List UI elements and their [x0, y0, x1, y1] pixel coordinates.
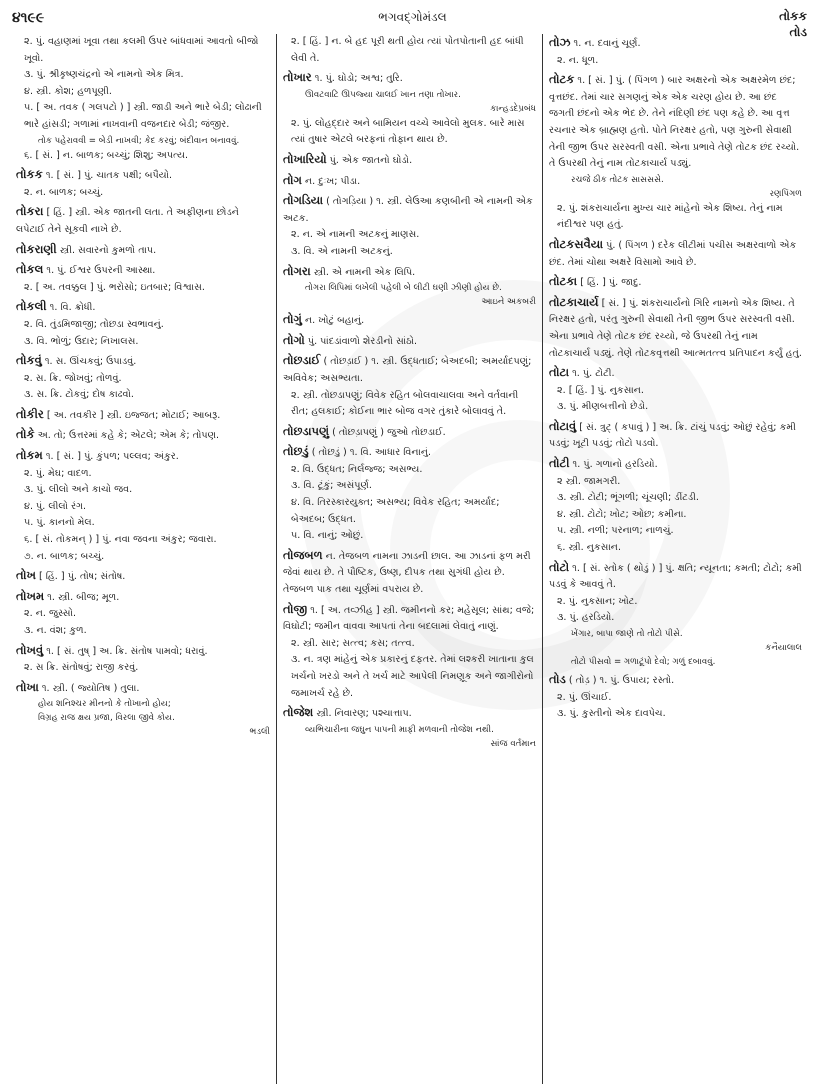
definition-text: ૧. [ અ. તવ્ઝીહ ] સ્ત્રી. જમીનનો કર; મહેસૂલ; સાંથ; વજે; વિઘોટી; જમીન વાવવા આપતાં તેના બદલામાં લેવાતું નાણું.	[283, 604, 535, 633]
headword: તોખમ	[16, 588, 45, 603]
headword: તોકમ	[16, 448, 43, 463]
definition-text: ૧. પું. ટોટી.	[572, 368, 615, 380]
dictionary-entry	[16, 241, 270, 260]
entry-definition	[283, 352, 536, 387]
definition-text: સ્ત્રી. નિવારણ; પશ્ચાત્તાપ.	[316, 708, 412, 720]
headword: તોગ	[283, 172, 302, 187]
sense-line: ૬. [ સં. તોકમન્ ) ] પું. નવા જવના અંકુર; જવારા.	[24, 534, 217, 546]
sense-line: ૨. સ. ક્રિ. જોખવું; તોળવું.	[24, 372, 122, 384]
sense-line: ૨. પું. ઊંચાઈ.	[557, 691, 612, 703]
dictionary-entry	[283, 263, 536, 310]
dictionary-entry	[16, 426, 270, 445]
entry-definition	[283, 332, 536, 351]
headword: તોજબળ	[283, 547, 323, 562]
dictionary-entry	[283, 332, 536, 351]
quotation-source: કનૈયાલાલ	[765, 643, 802, 653]
headword: તોકલી	[16, 299, 47, 314]
definition-text: [ અ. તવકીર ] સ્ત્રી. ઇજ્જત; મોટાઈ; આબરૂ.	[46, 409, 221, 421]
quotation-source: કાન્હડદેપ્રબંધ	[490, 103, 536, 114]
headword: તોછડાપણું	[283, 423, 330, 438]
headword: તોગડિયા	[283, 193, 324, 208]
sense-line: ૨. સ ક્રિ. સંતોષવું; રાજી કરવું.	[24, 662, 139, 674]
entry-definition	[16, 166, 270, 185]
headword: તોટા	[549, 365, 570, 380]
definition-text: ૧. પું. ઘોડો; અશ્વ; તુરિ.	[314, 73, 403, 85]
headword: તોઝ	[549, 35, 571, 49]
headword: તોખાર	[283, 70, 312, 85]
dictionary-entry	[283, 311, 536, 330]
quotation-source: આઇને અકબરી	[481, 297, 536, 308]
sense-line: ૨. પું. વહાણમાં ખૂવા તથા કલમી ઉપર બાંધવામાં આવતો બીજો ખૂવો.	[24, 36, 259, 64]
definition-text: [ સં. ] પું. શંકરાચાર્યનો ગિરિ નામનો એક શિષ્ય. તે નિરક્ષર હતો, પરંતુ ગુરુની સેવાથી તેની જીભ ઉપર સરસ્વતી વસી. એના પ્રભાવે તેણે તોટક છંદ રચ્યો, જે ઉપરથી તેનું નામ તોટકાચાર્ય પડ્યું. તેણે તોટકવૃત્તથી આત્મતત્ત્વ પ્રતિપાદન કર્યું હતું.	[549, 297, 802, 359]
entry-definition	[16, 447, 270, 466]
guide-word-first: તોકક	[779, 9, 807, 23]
quotation: રચજે ઠીક તોટક સાસસસે.	[571, 174, 664, 185]
entry-definition	[549, 418, 802, 453]
entry-definition	[16, 406, 270, 425]
quotation-source: સાંજ વર્તમાન	[490, 738, 536, 749]
sense-line: ૫. [ અ. તવક ( ગલપટો ) ] સ્ત્રી. જાડી અને ભારે બેડી; લોઢાની ભારે હાંસડી; ગળામાં નાખવાની વજનદાર બેડી; જંજીર.	[24, 102, 262, 130]
entry-definition	[283, 704, 536, 723]
dictionary-entry	[283, 601, 536, 703]
definition-text: અ. તો; ઉત્તરમાં કહે કે; એટલે; એમ કે; તોપણ.	[37, 430, 220, 442]
definition-text: ૧. પું. ઈશ્વર ઉપરની આસ્થા.	[46, 265, 156, 277]
sense-line: ૨. પું. લોહદ્દાર અને બામિયન વચ્ચે આવેલો મુલક. બારે માસ ત્યાં તુષાર એટલે બરફનાં તોફાન થાય છે.	[291, 117, 525, 146]
sense-line: ૨ સ્ત્રી. જામગરી.	[557, 475, 621, 487]
definition-text: ૧. ન. દવાનું ચૂર્ણ.	[573, 38, 641, 49]
entry-definition	[16, 588, 270, 607]
sense-line: ૨. [ હિં. ] પું. નુકસાન.	[557, 384, 644, 396]
sense-line: ૩. ન. વંશ; કુળ.	[24, 625, 87, 636]
definition-text: ન. દુઃખ; પીડા.	[304, 175, 361, 187]
headword: તોગું	[283, 312, 302, 327]
definition-text: [ હિં. ] પું. તોષ; સંતોષ.	[39, 571, 126, 583]
dictionary-entry	[283, 151, 536, 170]
sense-line: ૫. સ્ત્રી. નળી; પરનાળ; નાળચું.	[557, 525, 674, 537]
entry-definition	[549, 34, 802, 53]
dictionary-entry	[549, 34, 802, 69]
entry-definition	[16, 426, 270, 445]
dictionary-entry	[549, 273, 802, 292]
entry-definition	[283, 443, 536, 462]
definition-text: સ્ત્રી. એ નામની એક લિપિ.	[313, 266, 416, 278]
entry-definition	[16, 241, 270, 260]
entry-definition	[283, 263, 536, 282]
definition-text: પું. ( પિંગળ ) દરેક લીટીમાં પચીસ અક્ષરવાળો એક છંદ. તેમાં ચોથા અક્ષરે વિસામો આવે છે.	[549, 239, 797, 268]
sense-line: ૫. વિ. નાનું; ઓછું.	[291, 530, 364, 542]
entry-definition	[549, 273, 802, 292]
dictionary-entry	[549, 418, 802, 453]
entry-definition	[283, 192, 536, 227]
entry-definition	[16, 298, 270, 317]
sense-line: ૨. વિ. ઉદ્ધત; નિર્લજ્જ; અસભ્ય.	[291, 463, 423, 475]
definition-text: ( તોડ઼ ) ૧. પું. ઉપાય; રસ્તો.	[568, 675, 675, 686]
definition-text: ન. ખોટું બહાનું.	[304, 315, 365, 327]
definition-text: ( તોછડ઼ાઈ ) ૧. સ્ત્રી. ઉદ્ધતાઈ; બેઅદબી; અમર્યાદપણું; અવિવેક; અસભ્યતા.	[283, 356, 532, 384]
headword: તોકીર	[16, 406, 44, 421]
dictionary-entry	[16, 298, 270, 350]
entry-definition	[16, 203, 270, 238]
definition-text: ૧. [ સં. સ્તોક ( થોડું ) ] પું. ક્ષતિ; ન્યૂનતા; કમતી; ટોટો; કમી પડવું કે આવવું તે.	[549, 562, 802, 591]
entry-definition	[549, 236, 802, 271]
dictionary-entry	[283, 69, 536, 149]
headword: તોખારિયો	[283, 151, 327, 166]
sense-line: ૩. પું. લીલો અને કાચો જવ.	[24, 484, 133, 496]
sense-line: ૪. સ્ત્રી. કોશ; હળપૂણી.	[24, 85, 112, 97]
dictionary-entry	[16, 447, 270, 565]
dictionary-entry	[283, 34, 536, 67]
entry-definition	[549, 671, 802, 690]
entry-definition	[283, 311, 536, 330]
sense-line: ૨. પું. મેઘ; વાદળ.	[24, 467, 92, 479]
headword: તોટાવું	[549, 418, 577, 433]
sense-line: ૩. વિ. એ નામની અટકનું.	[291, 245, 393, 257]
dictionary-entry	[16, 34, 270, 164]
headword: તોકરાણી	[16, 241, 57, 256]
definition-text: ૧. સ્ત્રી. ( જ્યોતિષ ) તુલા.	[41, 682, 140, 694]
entry-definition	[283, 601, 536, 636]
quotation: ઊવટવાટિ ઊપજ્યા ચાલઈ ખાન તણા તોખાર.	[305, 89, 461, 100]
definition-text: ૧. [ સં. ] પું. કુંપળ; પલ્લવ; અંકુર.	[45, 451, 179, 463]
entry-definition	[283, 423, 536, 442]
definition-text: પું. પાંદડાંવાળો શેરડીનો સાંઠો.	[307, 335, 418, 347]
definition-text: ( તોછડ઼ાપણું ) જુઓ તોછડાઈ.	[332, 426, 446, 438]
dictionary-entry	[549, 455, 802, 557]
entry-definition	[16, 567, 270, 586]
quotation: તોટો પીસવો = ગળાટૂંપો દેવો; ગળું દબાવવું.	[571, 657, 716, 667]
headword: તોડ	[549, 672, 566, 686]
headword: તોકલ	[16, 262, 44, 277]
dictionary-entry	[16, 679, 270, 740]
headword: તોકવું	[16, 353, 42, 368]
quotation-source: રણપિંગળ	[769, 188, 802, 199]
column-left	[10, 34, 276, 1084]
headword: તોગરા	[283, 263, 311, 278]
headword: તોટો	[549, 559, 570, 574]
sense-line: ૨. પું. શંકરાચાર્યના મુખ્ય ચાર માંહેનો એક શિષ્ય. તેનું નામ નંદીશ્વર પણ હતું.	[557, 202, 783, 231]
dictionary-entry	[283, 443, 536, 545]
dictionary-entry	[16, 642, 270, 677]
definition-text: ૧. [ સં. ] પું. ( પિંગળ ) બાર અક્ષરનો એક અક્ષરમેળ છંદ; વૃત્તછંદ. તેમાં ચાર સગણનું એક એક ચરણ હોય છે. આ છંદ જગતી છંદનો એક ભેદ છે. તેને નંદિણી છંદ પણ કહે છે. આ વૃત્ત રચનાર એક બ્રાહ્મણ હતો. પોતે નિરક્ષર હતો, પણ ગુરુની સેવાથી તેની જીભ ઉપર સરસ્વતી વસી. એના પ્રભાવે તેણે તોટક છંદ રચ્યો. તે ઉપરથી તેનું નામ તોટકાચાર્ય પડ્યું.	[549, 75, 800, 170]
sense-line: ૨. ન. ધૂળ.	[557, 54, 599, 66]
sense-line: ૩. પું. કુસ્તીનો એક દાવપેચ.	[557, 708, 666, 720]
definition-text: ( તોગડ઼િયા ) ૧. સ્ત્રી. લેઉઆ કણબીની એ નામની એક અટક.	[283, 196, 533, 224]
quotation-source: ભડલી	[249, 727, 270, 738]
headword: તોટક	[549, 72, 575, 87]
entry-definition	[16, 679, 270, 698]
sense-line: ૨. ન. એ નામની અટકનું માણસ.	[291, 229, 420, 241]
entry-definition	[283, 69, 536, 88]
sense-line: ૩. સ્ત્રી. ટોટી; ભૂંગળી; ચૂંચણી; ડીંટડી.	[557, 492, 699, 504]
dictionary-columns	[10, 34, 818, 1084]
dictionary-entry	[16, 406, 270, 425]
sense-line: ૨. [ હિં. ] ન. બે હદ પૂરી થતી હોય ત્યાં પોતપોતાની હદ બાંધી લેવી તે.	[291, 36, 524, 64]
quotation: વ્યભિચારીના જઘુન પાપની માફી મળવાની તોજેશ નથી.	[305, 724, 494, 735]
dictionary-entry	[549, 236, 802, 271]
dictionary-entry	[549, 364, 802, 416]
dictionary-entry	[283, 704, 536, 751]
sense-line: ૩. વિ. ટૂંકું; અસંપૂર્ણ.	[291, 480, 372, 492]
sense-line: ૨. સ્ત્રી. સાર; સત્ત્વ; કસ; તત્ત્વ.	[291, 637, 415, 649]
definition-text: ૧. [ સં. ] પું. ચાતક પક્ષી; બપૈયો.	[45, 170, 173, 182]
sense-line: ૩. ન. ત્રણ માંહેનું એક પ્રકારનું દફતર. તેમાં લશ્કરી ખાતાના કુલ ખર્ચનો ખરડો અને તે ખર્ચ માટે આપેલી નિમણૂક અને જાગીરોનો જમાખર્ચ રહે છે.	[291, 654, 534, 699]
sense-line: ૩. પું. હરડિયો.	[557, 612, 615, 624]
definition-text: [ હિં. ] પું. જાદુ.	[580, 277, 642, 289]
column-right	[542, 34, 808, 1084]
sense-line: ૪. સ્ત્રી. ટોટો; ખોટ; ઓછ; કમીના.	[557, 508, 687, 520]
running-title: ભગવદ્ગોમંડલ	[378, 10, 447, 24]
quotation: ખેંગાર, બાપા જાણે તો તોટો પીસે.	[571, 629, 683, 639]
sense-line: ૨. સ્ત્રી. તોછડાપણું; વિવેક રહિત બોલવાચાલવા અને વર્તવાની રીત; હલકાઈ; કોઈના ભાર બોજ વગર તુંકારે બોલાવવું તે.	[291, 389, 519, 418]
sense-line: ૬. [ સં. ] ન. બાળક; બચ્ચું; શિશુ; અપત્ય.	[24, 149, 189, 161]
definition-text: ૧. વિ. ક્રોધી.	[49, 302, 96, 314]
dictionary-entry	[16, 567, 270, 586]
dictionary-entry	[549, 559, 802, 669]
sense-line: ૩. સ. ક્રિ. ટોકવું; દોષ કાઢવો.	[24, 389, 134, 401]
definition-text: પું. એક જાતનો ઘોડો.	[329, 154, 413, 166]
dictionary-entry	[16, 261, 270, 296]
headword: તોટકસવૈયા	[549, 236, 604, 251]
sense-line: ૩. પું. શ્રીકૃષ્ણચંદ્રનો એ નામનો એક મિત્ર.	[24, 69, 184, 81]
quotation: હોય શનિશ્ચર મીનનો કે તોખાનો હોય;	[38, 699, 171, 710]
dictionary-entry	[283, 172, 536, 191]
headword: તોટી	[549, 456, 570, 471]
dictionary-entry	[283, 352, 536, 420]
quotation: વિગ્રહ રાજ ક્ષય પ્રજા, વિરલા જીવે કોય.	[38, 713, 175, 724]
headword: તોકક	[16, 167, 43, 182]
sense-line: ૭. ન. બાળક; બચ્ચું.	[24, 550, 105, 562]
headword: તોખ	[16, 568, 36, 583]
definition-text: ૧. સ. ઊંચકવું; ઉપાડવું.	[44, 356, 137, 368]
entry-definition	[283, 547, 536, 599]
dictionary-entry	[16, 203, 270, 238]
guide-word-last: તોડ	[789, 25, 807, 39]
entry-definition	[283, 151, 536, 170]
headword: તોટકાચાર્ય	[549, 294, 599, 309]
entry-definition	[549, 559, 802, 594]
headword: તોકે	[16, 427, 35, 442]
entry-definition	[16, 642, 270, 661]
headword: તોજી	[283, 601, 308, 616]
definition-text: ૧. [ સં. તુષ્ ] અ. ક્રિ. સંતોષ પામવો; ધરાવું.	[46, 645, 208, 657]
definition-text: ૧. પું. ગળાનો હરડિયો.	[572, 459, 658, 471]
sense-line: ૨. પું. નુકસાન; ખોટ.	[557, 595, 638, 607]
dictionary-entry	[16, 588, 270, 640]
entry-definition	[16, 261, 270, 280]
definition-text: [ સં. ત્રુટ્ ( કપાવું ) ] અ. ક્રિ. ટાંચું પડવું; ઓછું રહેવું; કમી પડવું; ખૂટી પડવું; તોટો પડવો.	[549, 421, 796, 450]
headword: તોખવું	[16, 642, 44, 657]
sense-line: ૪. વિ. તિરસ્કારયુક્ત; અસભ્ય; વિવેક રહિત; અમર્યાદ; બેઅદબ; ઉદ્ધત.	[291, 497, 500, 525]
sense-line: ૨. ન. બાળક; બચ્ચું.	[24, 186, 104, 198]
entry-definition	[549, 455, 802, 474]
definition-text: સ્ત્રી. સવારનો કુમળો તાપ.	[59, 244, 157, 256]
entry-definition	[549, 294, 802, 362]
entry-definition	[283, 172, 536, 191]
headword: તોગો	[283, 332, 305, 347]
dictionary-entry	[549, 671, 802, 723]
definition-text: [ હિં. ] સ્ત્રી. એક જાતની લતા. તે અફીણના છોડને લપેટાઈ તેને સૂકવી નાખે છે.	[16, 207, 239, 235]
headword: તોટકા	[549, 274, 578, 289]
dictionary-entry	[549, 71, 802, 234]
headword: તોકરા	[16, 204, 44, 219]
sense-line: ૨. વિ. તુંડમિજાજી; તોછડા સ્વભાવનું.	[24, 318, 164, 330]
definition-text: ન. તેજબળ નામના ઝાડની છાલ. આ ઝાડનાં ફળ મરી જેવાં થાય છે. તે પૌષ્ટિક, ઉષ્ણ, દીપક તથા સુગંધી હોય છે. તેજબળ પાક તથા ચૂર્ણમાં વપરાય છે.	[283, 550, 531, 596]
definition-text: ( તોછડ઼ું ) ૧. વિ. આધાર વિનાનું.	[311, 447, 432, 459]
entry-definition	[549, 364, 802, 383]
sense-line: ૨. ન. જુસ્સો.	[24, 608, 77, 620]
sense-line: ૪. પું. લીલો રંગ.	[24, 500, 87, 512]
dictionary-entry	[549, 294, 802, 362]
headword: તોછડાઈ	[283, 353, 321, 368]
dictionary-entry	[283, 547, 536, 599]
definition-text: ૧. સ્ત્રી. બીજ; મૂળ.	[47, 591, 120, 603]
sense-line: ૨. [ અ. તવક્કુલ ] પું. ભરોસો; ઇતબાર; વિશ્વાસ.	[24, 281, 205, 293]
sense-line: ૬. સ્ત્રી. નુકસાન.	[557, 542, 622, 554]
quotation: તોગરા લિપિમાં લખેલી પહેલી બે લીટી ઘણી ઝીણી હોય છે.	[305, 283, 502, 294]
dictionary-entry	[283, 192, 536, 260]
headword: તોજેશ	[283, 705, 314, 720]
column-middle	[276, 34, 542, 1084]
headword: તોછડું	[283, 444, 309, 459]
entry-definition	[16, 352, 270, 371]
dictionary-entry	[283, 423, 536, 442]
entry-definition	[549, 71, 802, 173]
sense-line: ૫. પું. કાનનો મેલ.	[24, 517, 95, 529]
headword: તોખા	[16, 679, 39, 694]
sense-line: ૩. પું. મીણબત્તીનો છેડો.	[557, 401, 649, 413]
page-number: ૪૧૯૯	[12, 10, 45, 26]
dictionary-entry	[16, 352, 270, 404]
quotation: તોક પહેરાવવી = બેડી નાખવી; કેદ કરવું; બંદીવાન બનાવવું.	[38, 135, 240, 146]
sense-line: ૩. વિ. ભોળું; ઉદાર; નિખાલસ.	[24, 335, 139, 347]
dictionary-entry	[16, 166, 270, 201]
